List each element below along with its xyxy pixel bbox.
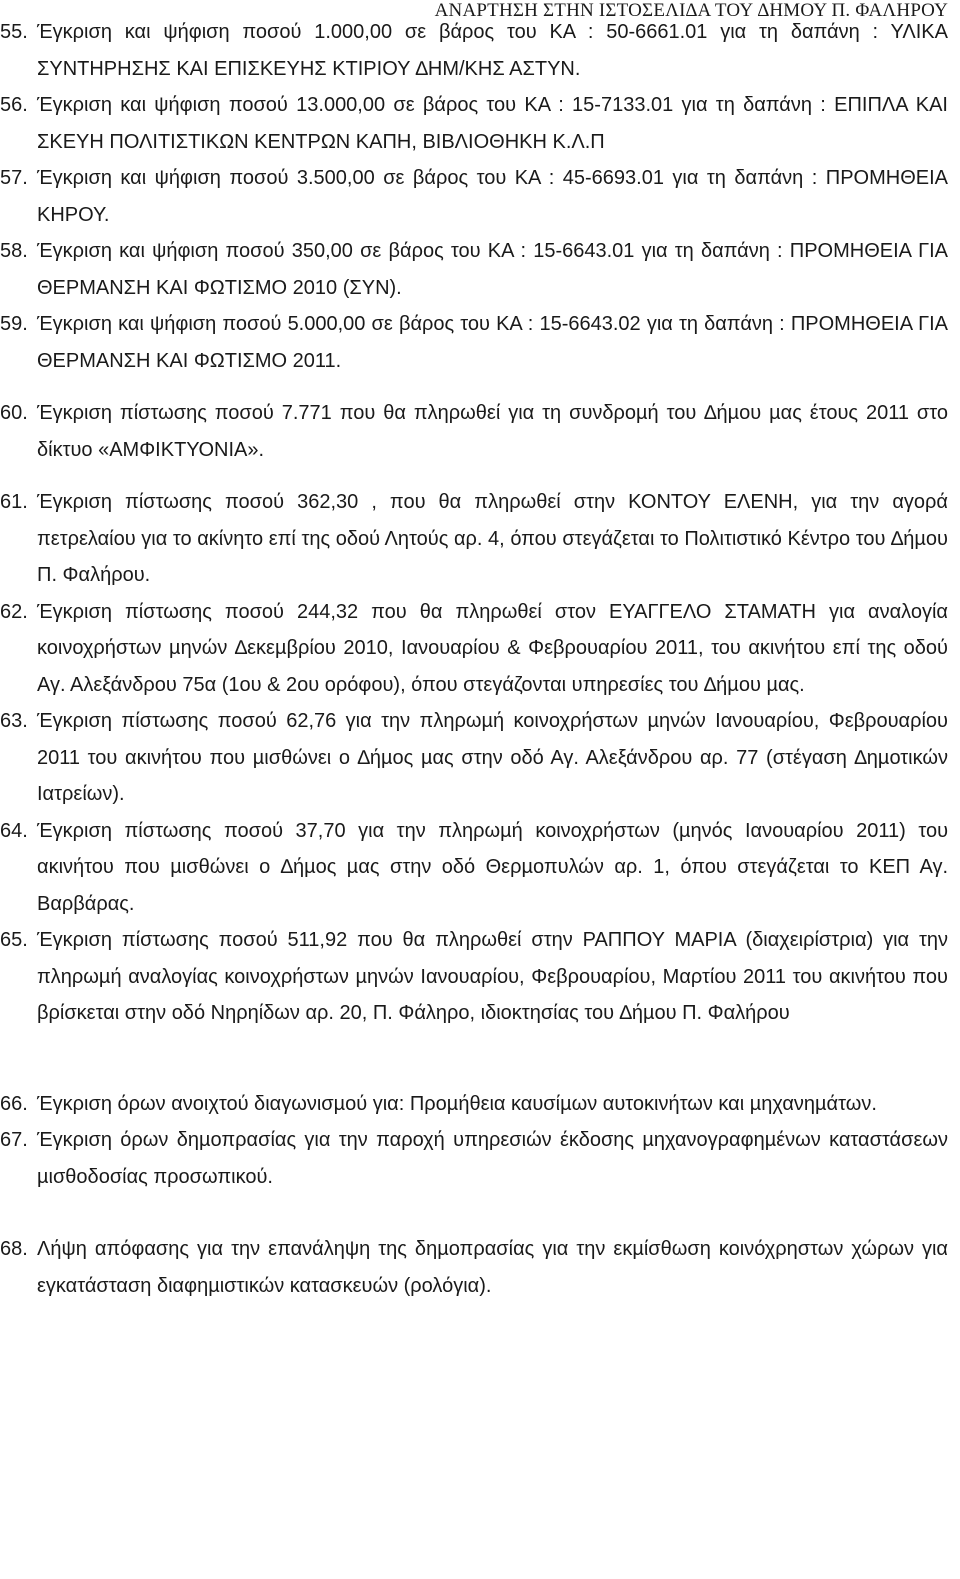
item-text: Έγκριση πίστωσης ποσού 7.771 που θα πληρωθεί για τη συνδροµή του ∆ήµου µας έτους 2011 στο δίκτυο «ΑΜΦΙΚΤΥΟΝΙΑ». [37,402,948,461]
spacer [0,468,960,484]
item-number: 66. [0,1092,28,1115]
list-item [0,14,960,87]
item-number: 68. [0,1238,28,1260]
item-text: Έγκριση και ψήφιση ποσού 1.000,00 σε βάρος του ΚΑ : 50-6661.01 για τη δαπάνη : ΥΛΙΚΑ ΣΥΝΤΗΡΗΣΗΣ ΚΑΙ ΕΠΙΣΚΕΥΗΣ ΚΤΙΡΙΟΥ ∆ΗΜ/ΚΗΣ ΑΣΤΥΝ. [37,21,948,80]
item-text: Έγκριση και ψήφιση ποσού 350,00 σε βάρος του ΚΑ : 15-6643.01 για τη δαπάνη : ΠΡΟΜΗΘΕΙΑ ΓΙΑ ΘΕΡΜΑΝΣΗ ΚΑΙ ΦΩΤΙΣΜΟ 2010 (ΣΥΝ). [37,240,948,299]
item-number: 57. [0,167,28,189]
item-number: 67. [0,1129,28,1151]
item-number: 64. [0,819,28,842]
item-number: 62. [0,600,28,623]
item-number: 61. [0,491,28,513]
list-item [0,1122,960,1195]
item-number: 56. [0,94,28,116]
list-item [0,160,960,233]
list-item [0,87,960,160]
item-number: 63. [0,710,28,732]
list-item [0,306,960,379]
spacer [0,379,960,395]
item-text: Έγκριση πίστωσης ποσού 511,92 που θα πληρωθεί στην ΡΑΠΠΟΥ ΜΑΡΙΑ (διαχειρίστρια) για την πληρωµή αναλογίας κοινοχρήστων µηνών Ιανουαρίου, Φεβρουαρίου, Μαρτίου 2011 του ακινήτου που βρίσκεται στην οδό Νηρηίδων αρ. 20, Π. Φάληρο, ιδιοκτησίας του ∆ήµου Π. Φαλήρου [37,929,948,1024]
item-text: Έγκριση και ψήφιση ποσού 3.500,00 σε βάρος του ΚΑ : 45-6693.01 για τη δαπάνη : ΠΡΟΜΗΘΕΙΑ ΚΗΡΟΥ. [37,167,948,226]
list-item [0,594,960,704]
item-text: Έγκριση πίστωσης ποσού 62,76 για την πληρωµή κοινοχρήστων µηνών Ιανουαρίου, Φεβρουαρίου 2011 του ακινήτου που µισθώνει ο ∆ήµος µας στην οδό Αγ. Αλεξάνδρου αρ. 77 (στέγαση ∆ηµοτικών Ιατρείων). [37,710,948,805]
item-text: Έγκριση όρων δηµοπρασίας για την παροχή υπηρεσιών έκδοσης µηχανογραφηµένων καταστάσεων µισθοδοσίας προσωπικού. [37,1129,948,1188]
list-item [0,233,960,306]
list-item [0,703,960,813]
item-text: Έγκριση πίστωσης ποσού 244,32 που θα πληρωθεί στον ΕΥΑΓΓΕΛΟ ΣΤΑΜΑΤΗ για αναλογία κοινοχρήστων µηνών ∆εκεµβρίου 2010, Ιανουαρίου & Φεβρουαρίου 2011, του ακινήτου επί της οδού Αγ. Αλεξάνδρου 75α (1ου & 2ου ορόφου), όπου στεγάζονται υπηρεσίες του ∆ήµου µας. [37,600,948,696]
list-item [0,395,960,468]
list-item [0,484,960,594]
spacer [0,1195,960,1231]
list-item [0,922,960,1032]
item-number: 55. [0,21,28,43]
item-number: 65. [0,929,28,951]
item-number: 60. [0,402,28,424]
item-text: Έγκριση πίστωσης ποσού 37,70 για την πληρωµή κοινοχρήστων (µηνός Ιανουαρίου 2011) του ακινήτου που µισθώνει ο ∆ήµος µας στην οδό Θερµοπυλών αρ. 1, όπου στεγάζεται το ΚΕΠ Αγ. Βαρβάρας. [37,819,948,915]
item-text: Έγκριση και ψήφιση ποσού 5.000,00 σε βάρος του ΚΑ : 15-6643.02 για τη δαπάνη : ΠΡΟΜΗΘΕΙΑ ΓΙΑ ΘΕΡΜΑΝΣΗ ΚΑΙ ΦΩΤΙΣΜΟ 2011. [37,313,948,372]
document-body [0,14,960,1304]
page-header: ΑΝΑΡΤΗΣΗ ΣΤΗΝ ΙΣΤΟΣΕΛΙ∆Α ΤΟΥ ∆ΗΜΟΥ Π. ΦΑΛΗΡΟΥ [434,0,948,21]
item-number: 58. [0,240,28,262]
list-item [0,813,960,923]
item-text: Λήψη απόφασης για την επανάληψη της δηµοπρασίας για την εκµίσθωση κοινόχρηστων χώρων για εγκατάσταση διαφηµιστικών κατασκευών (ρολόγια). [37,1238,948,1297]
item-number: 59. [0,313,28,335]
item-text: Έγκριση όρων ανοιχτού διαγωνισµού για: Προµήθεια καυσίµων αυτοκινήτων και µηχανηµάτων. [37,1092,877,1115]
spacer [0,1032,960,1086]
list-item [0,1086,960,1123]
list-item [0,1231,960,1304]
item-text: Έγκριση και ψήφιση ποσού 13.000,00 σε βάρος του ΚΑ : 15-7133.01 για τη δαπάνη : ΕΠΙΠΛΑ ΚΑΙ ΣΚΕΥΗ ΠΟΛΙΤΙΣΤΙΚΩΝ ΚΕΝΤΡΩΝ ΚΑΠΗ, ΒΙΒΛΙΟΘΗΚΗ Κ.Λ.Π [37,94,948,153]
item-text: Έγκριση πίστωσης ποσού 362,30 , που θα πληρωθεί στην ΚΟΝΤΟΥ ΕΛΕΝΗ, για την αγορά πετρελαίου για το ακίνητο επί της οδού Λητούς αρ. 4, όπου στεγάζεται το Πολιτιστικό Κέντρο του ∆ήµου Π. Φαλήρου. [37,491,948,586]
